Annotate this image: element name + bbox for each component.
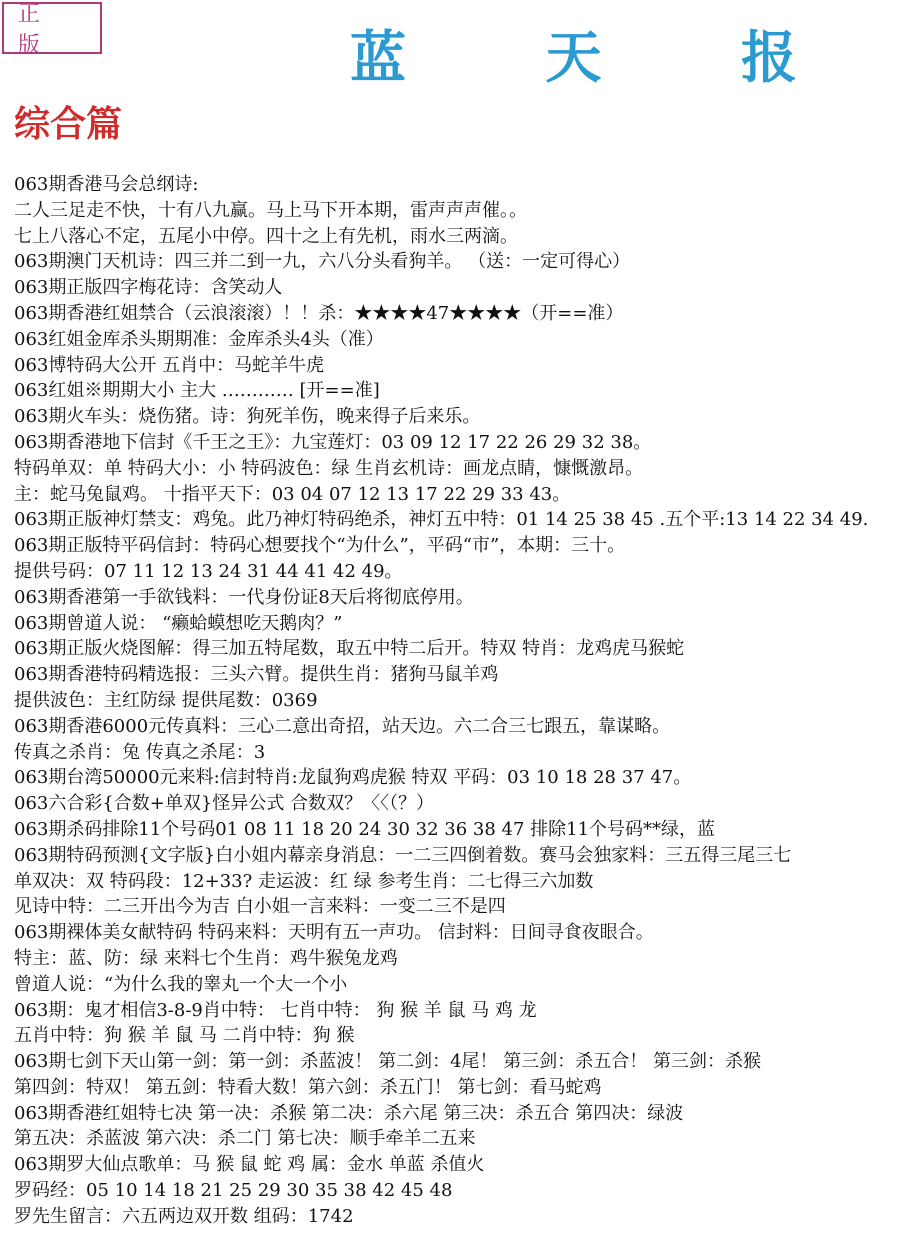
text-line: 063期香港马会总纲诗: xyxy=(14,174,199,195)
text-line: 063期香港第一手欲钱料：一代身份证8天后将彻底停用。 xyxy=(14,586,474,608)
text-line: 063期正版四字梅花诗：含笑动人 xyxy=(14,277,283,299)
text-line: 063期火车头：烧伤猪。诗：狗死羊伤，晚来得子后来乐。 xyxy=(14,406,481,428)
text-line: 传真之杀肖：兔 传真之杀尾：3 xyxy=(14,741,266,763)
text-line: 063期香港红姐禁合（云浪滚滚）！！杀：★★★★47★★★★（开==准） xyxy=(14,302,624,324)
text-line: 提供波色：主红防绿 提供尾数：0369 xyxy=(14,689,318,711)
text-line: 063期香港地下信封《千王之王》：九宝莲灯：03 09 12 17 22 26 29 32 38。 xyxy=(14,431,652,453)
text-line: 063期香港红姐特七决 第一决：杀猴 第二决：杀六尾 第三决：杀五合 第四决：绿波 xyxy=(14,1102,684,1124)
text-line: 五肖中特：狗 猴 羊 鼠 马 二肖中特：狗 猴 xyxy=(14,1025,355,1047)
text-line: 063期正版特平码信封：特码心想要找个“为什么”，平码“市”，本期：三十。 xyxy=(14,535,626,557)
text-line: 063期澳门天机诗：四三并二到一九，六八分头看狗羊。 （送：一定可得心） xyxy=(14,251,631,273)
text-line: 罗先生留言：六五两边双开数 组码：1742 xyxy=(14,1205,354,1227)
text-line: 063期正版神灯禁支：鸡兔。此乃神灯特码绝杀，神灯五中特：01 14 25 38 45 .五个平:13 14 22 34 49. xyxy=(14,509,869,531)
text-line: 063期七剑下天山第一剑：第一剑：杀蓝波！ 第二剑：4尾！ 第三剑：杀五合！ 第三剑：杀猴 xyxy=(14,1051,761,1073)
text-line: 曾道人说：“为什么我的睾丸一个大一个小 xyxy=(14,973,348,995)
text-line: 提供号码：07 11 12 13 24 31 44 41 42 49。 xyxy=(14,560,403,582)
text-line: 063期罗大仙点歌单：马 猴 鼠 蛇 鸡 属：金水 单蓝 杀值火 xyxy=(14,1154,485,1176)
text-line: 063期台湾50000元来料:信封特肖:龙鼠狗鸡虎猴 特双 平码：03 10 18 28 37 47。 xyxy=(14,767,692,789)
text-line: 063六合彩{合数+单双}怪异公式 合数双？〈〈（？） xyxy=(14,793,435,815)
text-line: 063期特码预测{文字版}白小姐内幕亲身消息：一二三四倒着数。赛马会独家料：三五得三尾三七 xyxy=(14,844,792,866)
genuine-badge: 正 版 xyxy=(2,2,102,54)
page-title: 蓝 天 报 xyxy=(350,25,857,91)
text-line: 063期香港6000元传真料：三心二意出奇招，站天边。六二合三七跟五，靠谋略。 xyxy=(14,715,671,737)
text-line: 二人三足走不快，十有八九赢。马上马下开本期，雷声声声催。。 xyxy=(14,199,527,221)
text-line: 063期：鬼才相信3-8-9肖中特： 七肖中特： 狗 猴 羊 鼠 马 鸡 龙 xyxy=(14,999,537,1021)
text-line: 罗码经：05 10 14 18 21 25 29 30 35 38 42 45 48 xyxy=(14,1180,453,1202)
text-line: 见诗中特：二三开出今为吉 白小姐一言来料：一变二三不是四 xyxy=(14,896,506,918)
text-line: 063期香港特码精选报：三头六臂。提供生肖：猪狗马鼠羊鸡 xyxy=(14,664,499,686)
text-line: 063博特码大公开 五肖中：马蛇羊牛虎 xyxy=(14,354,325,376)
text-line: 七上八落心不定，五尾小中停。四十之上有先机，雨水三两滴。 xyxy=(14,225,518,247)
text-line: 063期杀码排除11个号码01 08 11 18 20 24 30 32 36 38 47 排除11个号码**绿，蓝 xyxy=(14,818,716,840)
text-line: 063红姐※期期大小 主大 ………… [开==准] xyxy=(14,380,380,402)
text-line: 063期正版火烧图解：得三加五特尾数，取五中特二后开。特双 特肖：龙鸡虎马猴蛇 xyxy=(14,638,685,660)
text-line: 特主：蓝、防：绿 来料七个生肖：鸡牛猴兔龙鸡 xyxy=(14,947,398,969)
text-line: 第五决：杀蓝波 第六决：杀二门 第七决：顺手牵羊二五来 xyxy=(14,1128,476,1150)
text-line: 063期曾道人说： “癞蛤蟆想吃天鹅肉？” xyxy=(14,612,343,634)
text-line: 单双决：双 特码段：12+33? 走运波：红 绿 参考生肖：二七得三六加数 xyxy=(14,870,594,892)
text-line: 主：蛇马兔鼠鸡。 十指平天下：03 04 07 12 13 17 22 29 33 43。 xyxy=(14,483,571,505)
section-heading: 综合篇 xyxy=(14,103,123,145)
text-line: 特码单双：单 特码大小：小 特码波色：绿 生肖玄机诗：画龙点睛，慷慨激昂。 xyxy=(14,457,644,479)
text-line: 第四剑：特双！ 第五剑：特看大数！第六剑：杀五门！ 第七剑：看马蛇鸡 xyxy=(14,1076,602,1098)
text-line: 063红姐金库杀头期期准：金库杀头4头（准） xyxy=(14,328,384,350)
text-line: 063期裸体美女献特码 特码来料：天明有五一声功。 信封料：日间寻食夜眼合。 xyxy=(14,922,654,944)
text-body xyxy=(14,172,898,1230)
